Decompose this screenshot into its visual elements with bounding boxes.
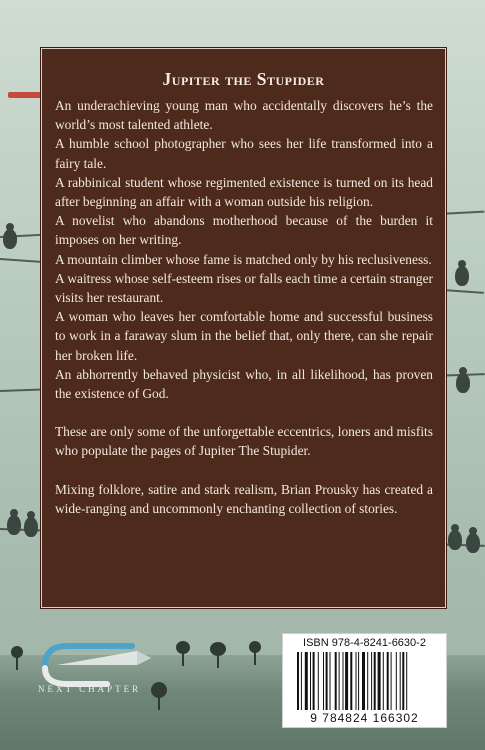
bird-icon (448, 530, 462, 550)
barcode-bar (323, 652, 324, 710)
barcode-bar (387, 652, 389, 710)
barcode-bar (378, 652, 381, 710)
barcode-bar (367, 652, 368, 710)
summary-paragraph: These are only some of the unforgettable eccentrics, loners and misfits who populate the pages of Jupiter The Stupider. (55, 424, 433, 459)
barcode-bar (374, 652, 376, 710)
barcode-bar (371, 652, 372, 710)
barcode-bar (339, 652, 340, 710)
character-paragraph: A novelist who abandons motherhood because of the burden it imposes on her writing. (55, 213, 433, 248)
barcode-bar (402, 652, 404, 710)
tree-icon (210, 640, 226, 668)
barcode-bar (318, 652, 319, 710)
publisher-name: NEXT CHAPTER (38, 684, 142, 694)
book-title: Jupiter the Stupider (162, 69, 325, 89)
barcode-bar (406, 652, 407, 710)
barcode-bar (383, 652, 384, 710)
barcode-bar (305, 652, 308, 710)
barcode-bar (326, 652, 328, 710)
bird-icon (456, 373, 470, 393)
barcode-number: 9 784824 166302 (310, 711, 419, 725)
barcode-bar (391, 652, 392, 710)
bird-icon (466, 533, 480, 553)
barcode-bar (362, 652, 365, 710)
character-paragraph: A waitress whose self-esteem rises or falls each time a certain stranger visits her restaurant. (55, 270, 433, 306)
character-paragraph: A woman who leaves her comfortable home and successful business to work in a faraway slum in the belief that, only there, can she repair her broken life. (55, 309, 433, 363)
barcode-bar (330, 652, 331, 710)
character-paragraph: A mountain climber whose fame is matched only by his reclusiveness. (55, 251, 432, 267)
character-paragraph: An underachieving young man who accidentally discovers he’s the world’s most talented athlete. (55, 98, 433, 133)
barcode-bar (345, 652, 348, 710)
barcode-bar (301, 652, 302, 710)
character-paragraph: A humble school photographer who sees her life transformed into a fairy tale. (55, 136, 433, 171)
bird-icon (455, 266, 469, 286)
barcode-bar (400, 652, 401, 710)
barcode-bars (297, 652, 433, 710)
tree-icon (175, 640, 191, 666)
description-panel (41, 48, 446, 608)
character-paragraph: A rabbinical student whose regimented existence is turned on its head after beginning an affair with a woman outside his religion. (55, 174, 433, 210)
character-paragraph: An abhorrently behaved physicist who, in all likelihood, has proven the existence of God. (55, 366, 433, 402)
isbn-label: ISBN 978-4-8241-6630-2 (303, 637, 426, 649)
bird-icon (3, 229, 17, 249)
blurb-paragraph: Mixing folklore, satire and stark realism, Brian Prousky has created a wide-ranging and uncommonly enchanting collection of stories. (55, 481, 433, 516)
barcode-bar (356, 652, 357, 710)
bird-icon (7, 515, 21, 535)
tree-icon (10, 646, 24, 670)
tree-icon (248, 641, 262, 665)
barcode-bar (343, 652, 344, 710)
barcode-bar (396, 652, 397, 710)
barcode-bar (310, 652, 311, 710)
barcode-bar (358, 652, 359, 710)
barcode-bar (313, 652, 315, 710)
pencil-icon (8, 92, 42, 98)
barcode-bar (297, 652, 299, 710)
panel-body (55, 96, 433, 518)
isbn-barcode (282, 633, 447, 728)
barcode-bar (350, 652, 352, 710)
barcode-bar (335, 652, 337, 710)
bird-icon (24, 517, 38, 537)
